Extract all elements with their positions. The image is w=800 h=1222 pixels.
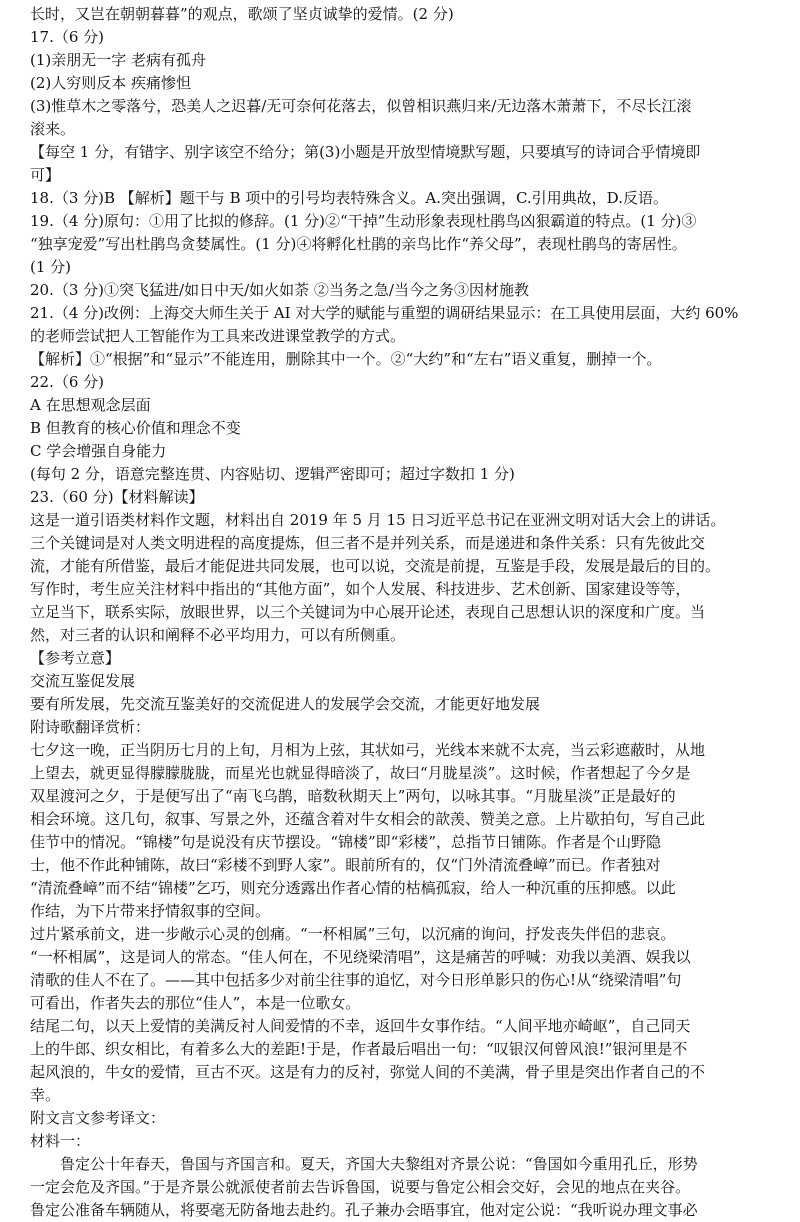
text-line: 19.（4 分)原句：①用了比拟的修辞。(1 分)②“干掉”生动形象表现杜鹃鸟凶狠霸道的特点。(1 分)③ (30, 212, 697, 230)
text-line: 过片紧承前文，进一步敞示心灵的创痛。“一杯相属”三句，以沉痛的询问，抒发丧失伴侣的悲哀。 (30, 925, 676, 943)
text-line: 幸。 (30, 1086, 61, 1104)
text-line: (2)人穷则反本 疾痛惨怛 (30, 74, 192, 92)
text-line: 【解析】①“根据”和“显示”不能连用，删除其中一个。②“大约”和“左右”语义重复，删掉一个。 (30, 350, 662, 368)
text-line: 22.（6 分) (30, 373, 105, 391)
text-line: 一定会危及齐国。”于是齐景公就派使者前去告诉鲁国，说要与鲁定公相会交好，会见的地点在夹谷。 (30, 1178, 691, 1196)
text-line: 这是一道引语类材料作文题，材料出自 2019 年 5 月 15 日习近平总书记在亚洲文明对话大会上的讲话。 (30, 511, 726, 529)
text-line: 附诗歌翻译赏析： (30, 718, 151, 736)
text-line: 可】 (30, 166, 61, 184)
text-line: 【参考立意】 (30, 649, 121, 667)
text-line: “独享宠爱”写出杜鹃鸟贪婪属性。(1 分)④将孵化杜鹃的亲鸟比作“养父母”，表现杜鹃鸟的寄居性。 (30, 235, 687, 253)
text-line: (1)亲朋无一字 老病有孤舟 (30, 51, 207, 69)
text-line: 滚来。 (30, 120, 76, 138)
text-line: 交流互鉴促发展 (30, 672, 136, 690)
text-line: (1 分) (30, 258, 72, 276)
text-line: 20.（3 分)①突飞猛进/如日中天/如火如荼 ②当务之急/当今之务③因材施教 (30, 281, 529, 299)
text-line: 相会环境。这几句，叙事、写景之外，还蕴含着对牛女相会的歆羡、赞美之意。上片歇拍句，写自己此 (30, 810, 706, 828)
text-line: B 但教育的核心价值和理念不变 (30, 419, 241, 437)
text-line: 要有所发展，先交流互鉴美好的交流促进人的发展学会交流，才能更好地发展 (30, 695, 541, 713)
text-line: 17.（6 分) (30, 28, 105, 46)
text-line: 【每空 1 分，有错字、别字该空不给分；第(3)小题是开放型情境默写题，只要填写的诗词合乎情境即 (30, 143, 701, 161)
text-line: A 在思想观念层面 (30, 396, 151, 414)
text-line: 的老师尝试把人工智能作为工具来改进课堂教学的方式。 (30, 327, 406, 345)
text-line: 三个关键词是对人类文明进程的高度提炼，但三者不是并列关系，而是递进和条件关系：只有先彼此交 (30, 534, 706, 552)
text-line: 材料一： (30, 1132, 91, 1150)
text-line: 结尾二句，以天上爱情的美满反衬人间爱情的不幸，返回牛女事作结。“人间平地亦崎岖”，自己同天 (30, 1017, 691, 1035)
text-line: 佳节中的情况。“锦楼”句是说没有庆节摆设。“锦楼”即“彩楼”，总指节日铺陈。作者是个山野隐 (30, 833, 662, 851)
text-line: 然，对三者的认识和阐释不必平均用力，可以有所侧重。 (30, 626, 406, 644)
document-body (30, 3, 770, 1222)
text-line: C 学会增强自身能力 (30, 442, 167, 460)
text-line: 23.（60 分)【材料解读】 (30, 488, 204, 506)
text-line: 作结，为下片带来抒情叙事的空间。 (30, 902, 271, 920)
text-line: “一杯相属”，这是词人的常态。“佳人何在，不见绕梁清唱”，这是痛苦的呼喊：劝我以美酒、娱我以 (30, 948, 691, 966)
text-line: 士，他不作此种铺陈，故曰“彩楼不到野人家”。眼前所有的，仅“门外清流叠嶂”而已。作者独对 (30, 856, 661, 874)
text-line: (每句 2 分，语意完整连贯、内容贴切、逻辑严密即可；超过字数扣 1 分) (30, 465, 515, 483)
text-line: 18.（3 分)B 【解析】题干与 B 项中的引号均表特殊含义。A.突出强调，C.引用典故，D.反语。 (30, 189, 668, 207)
text-line: 立足当下，联系实际，放眼世界，以三个关键词为中心展开论述，表现自己思想认识的深度和广度。当 (30, 603, 706, 621)
text-line: 21.（4 分)改例：上海交大师生关于 AI 对大学的赋能与重塑的调研结果显示：在工具使用层面，大约 60% (30, 304, 739, 322)
text-line: 可看出，作者失去的那位“佳人”，本是一位歌女。 (30, 994, 361, 1012)
text-line: 写作时，考生应关注材料中指出的“其他方面”，如个人发展、科技进步、艺术创新、国家建设等等， (30, 580, 691, 598)
text-line: 上望去，就更显得朦朦胧胧，而星光也就显得暗淡了，故曰“月胧星淡”。这时候，作者想起了今夕是 (30, 764, 691, 782)
text-line: 鲁定公十年春天，鲁国与齐国言和。夏天，齐国大夫黎组对齐景公说：“鲁国如今重用孔丘，形势 (60, 1155, 698, 1173)
text-line: 鲁定公准备车辆随从，将要毫无防备地去赴约。孔子兼办会晤事宜，他对定公说：“我听说办理文事必 (30, 1201, 698, 1219)
text-line: 流，才能有所借鉴，最后才能促进共同发展，也可以说，交流是前提，互鉴是手段，发展是最后的目的。 (30, 557, 721, 575)
text-line: (3)惟草木之零落兮，恐美人之迟暮/无可奈何花落去，似曾相识燕归来/无边落木萧萧下，不尽长江滚 (30, 97, 692, 115)
text-line: 上的牛郎、织女相比，有着多么大的差距!于是，作者最后唱出一句：“叹银汉何曾风浪!”银河里是不 (30, 1040, 688, 1058)
text-line: 七夕这一晚，正当阴历七月的上旬，月相为上弦，其状如弓，光线本来就不太亮，当云彩遮蔽时，从地 (30, 741, 706, 759)
text-line: 起风浪的，牛女的爱情，亘古不灭。这是有力的反衬，弥觉人间的不美满，骨子里是突出作者自己的不 (30, 1063, 706, 1081)
text-line: 双星渡河之夕，于是便写出了“南飞乌鹊，暗数秋期天上”两句，以咏其事。“月胧星淡”正是最好的 (30, 787, 676, 805)
text-line: 附文言文参考译文： (30, 1109, 166, 1127)
text-line: “清流叠嶂”而不结“锦楼”乞巧，则充分透露出作者心情的枯槁孤寂，给人一种沉重的压抑感。以此 (30, 879, 676, 897)
text-line: 清歌的佳人不在了。——其中包括多少对前尘往事的追忆，对今日形单影只的伤心!从“绕梁清唱”句 (30, 971, 682, 989)
text-line: 长时，又岂在朝朝暮暮”的观点，歌颂了坚贞诚挚的爱情。(2 分) (30, 5, 454, 23)
